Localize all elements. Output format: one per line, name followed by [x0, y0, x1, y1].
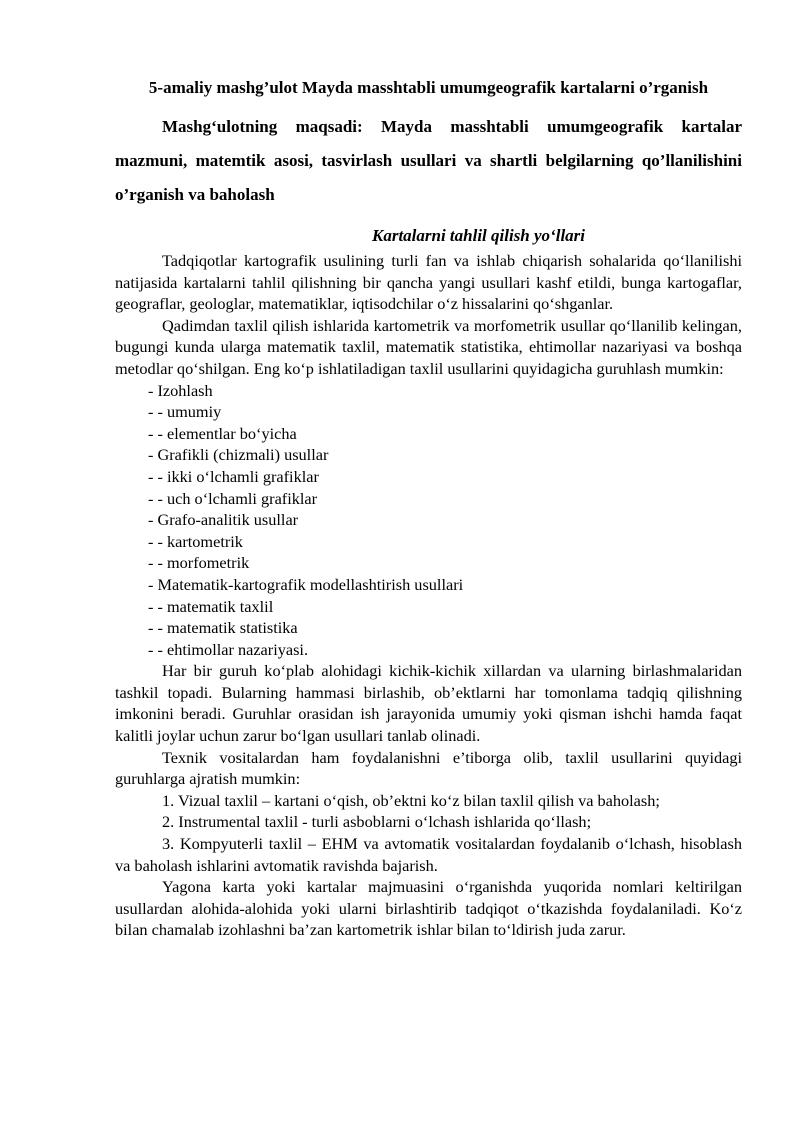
paragraph-8: Yagona karta yoki kartalar majmuasini o‘rganishda yuqorida nomlari keltirilgan usullardan alohida-alohida yoki ularni birlashtirib tadqiqot o‘tkazishda foydalaniladi. Ko‘z bilan chamalab izohlashni ba’zan kartometrik ishlar bilan to‘ldirish juda zarur. — [115, 877, 742, 940]
list-item: - - umumiy — [148, 402, 222, 422]
paragraph-7: 3. Kompyuterli taxlil – EHM va avtomatik vositalardan foydalanib o‘lchash, hisoblash va baholash ishlarini avtomatik ravishda bajarish. — [115, 834, 742, 875]
list-item: - - uch o‘lchamli grafiklar — [148, 488, 318, 508]
methods-list — [115, 380, 742, 661]
paragraph-1: Tadqiqotlar kartografik usulining turli fan va ishlab chiqarish sohalarida qo‘llanilishi natijasida kartalarni tahlil qilishning bir qancha yangi usullari kashf etildi, bunga kartogaflar, geograflar, geologlar, matematiklar, iqtisodchilar o‘z hissalarini qo‘shganlar. — [115, 251, 742, 314]
list-item: - Grafo-analitik usullar — [148, 510, 299, 530]
list-item: - - elementlar bo‘yicha — [148, 423, 297, 443]
list-item: - - ikki o‘lchamli grafiklar — [148, 466, 319, 486]
paragraph-4: Texnik vositalardan ham foydalanishni e’tiborga olib, taxlil usullarini quyidagi guruhlarga ajratish mumkin: — [115, 747, 742, 789]
list-item: - - matematik statistika — [148, 618, 298, 638]
list-item: - Matematik-kartografik modellashtirish usullari — [148, 574, 464, 594]
paragraph-6: 2. Instrumental taxlil - turli asboblarni o‘lchash ishlarida qo‘llash; — [162, 812, 592, 832]
list-item: - - morfometrik — [148, 553, 250, 573]
list-item: - Izohlash — [148, 380, 213, 400]
list-item: - - ehtimollar nazariyasi. — [148, 639, 309, 659]
document-title: 5-amaliy mashg’ulot Mayda masshtabli umumgeografik kartalarni o’rganish — [148, 78, 709, 97]
list-item: - - kartometrik — [148, 531, 243, 551]
lesson-goal: Mashg‘ulotning maqsadi: Mayda masshtabli umumgeografik kartalar mazmuni, matemtik asosi, tasvirlash usullari va shartli belgilarning qo’llanilishini o’rganish va baholash — [115, 117, 742, 204]
section-title: Kartalarni tahlil qilish yo‘llari — [371, 226, 586, 245]
paragraph-3: Har bir guruh ko‘plab alohidagi kichik-kichik xillardan va ularning birlashmalaridan tashkil topadi. Bularning hammasi birlashib, ob’ektlarni har tomonlama tadqiq qilishning imkonini beradi. Guruhlar orasidan ish jarayonida umumiy yoki qisman ishchi hamda faqat kalitli joylar uchun zarur bo‘lgan usullari tanlab olinadi. — [115, 661, 742, 746]
list-item: - Grafikli (chizmali) usullar — [148, 445, 329, 465]
paragraph-5: 1. Vizual taxlil – kartani o‘qish, ob’ektni ko‘z bilan taxlil qilish va baholash; — [162, 790, 660, 810]
document-page — [115, 68, 742, 941]
paragraph-2: Qadimdan taxlil qilish ishlarida kartometrik va morfometrik usullar qo‘llanilib kelingan, bugungi kunda ularga matematik taxlil, matematik statistika, ehtimollar nazariyasi va boshqa metodlar qo‘shilgan. Eng ko‘p ishlatiladigan taxlil usullarini quyidagicha guruhlash mumkin: — [115, 315, 742, 378]
list-item: - - matematik taxlil — [148, 596, 274, 616]
